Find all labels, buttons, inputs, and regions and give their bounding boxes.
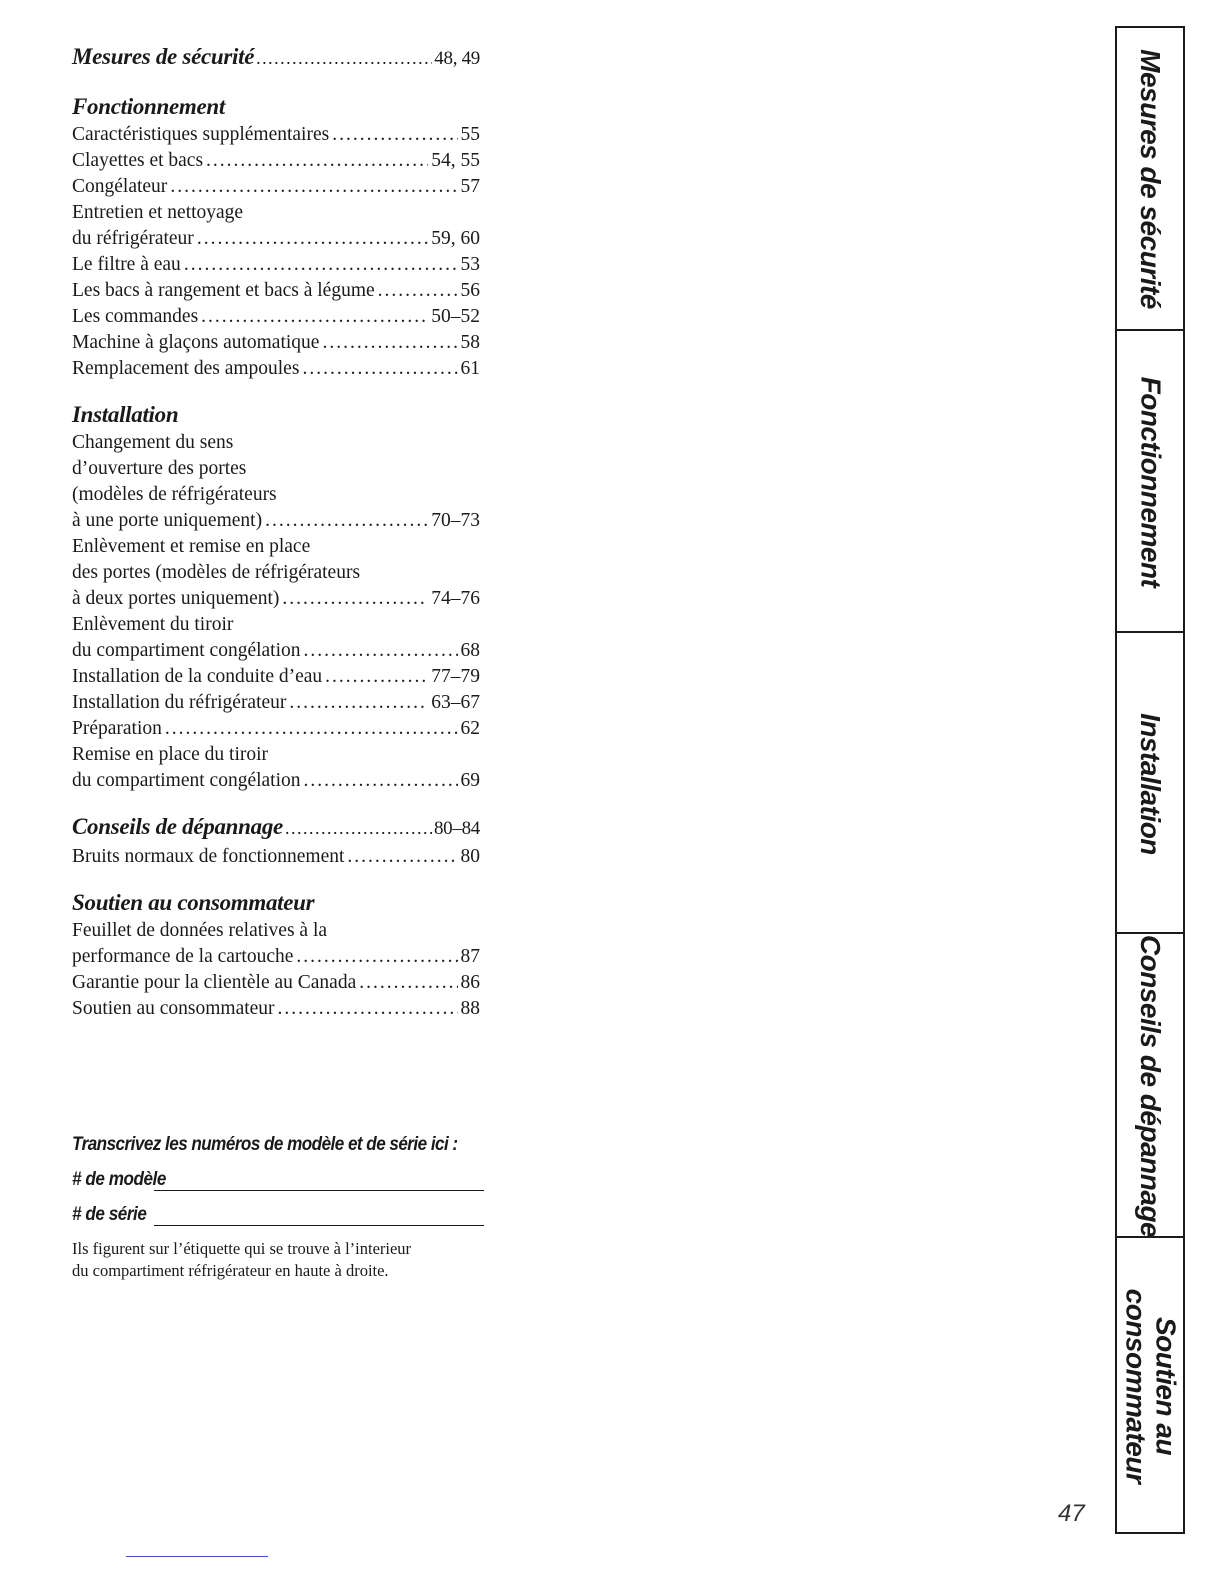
toc-entry-page-ref: 68 bbox=[460, 640, 480, 661]
toc-entry[interactable] bbox=[72, 148, 480, 174]
toc-entry-page-ref: 55 bbox=[460, 124, 480, 145]
dot-leader bbox=[285, 813, 432, 843]
toc-entry[interactable] bbox=[72, 356, 480, 382]
toc-entry-page-ref: 70–73 bbox=[431, 510, 480, 531]
toc-entry-page-ref: 80 bbox=[460, 846, 480, 867]
toc-entry-label: Garantie pour la clientèle au Canada bbox=[72, 972, 357, 993]
toc-entry[interactable] bbox=[72, 200, 480, 226]
dot-leader bbox=[332, 122, 457, 148]
section-page-ref: 48, 49 bbox=[434, 48, 480, 69]
table-of-contents bbox=[72, 42, 480, 1040]
toc-entry-label: Feuillet de données relatives à la bbox=[72, 920, 328, 941]
tab-mesures-de-securite[interactable] bbox=[1117, 28, 1183, 329]
dot-leader bbox=[165, 716, 458, 742]
toc-entry-page-ref: 61 bbox=[460, 358, 480, 379]
toc-entry-page-ref: 50–52 bbox=[431, 306, 480, 327]
toc-section-title[interactable]: Soutien au consommateur bbox=[72, 890, 315, 915]
toc-entry-label: des portes (modèles de réfrigérateurs bbox=[72, 562, 361, 583]
toc-entry[interactable] bbox=[72, 174, 480, 200]
tab-label bbox=[1135, 49, 1165, 309]
toc-entry-page-ref: 74–76 bbox=[431, 588, 480, 609]
serial-number-label: # de série bbox=[72, 1204, 147, 1225]
dot-leader bbox=[378, 278, 458, 304]
model-serial-record bbox=[72, 1134, 512, 1282]
dot-leader bbox=[206, 148, 428, 174]
dot-leader bbox=[170, 174, 457, 200]
toc-section-operation bbox=[72, 92, 480, 382]
tab-label-line: Installation bbox=[1135, 712, 1167, 855]
toc-entry[interactable] bbox=[72, 278, 480, 304]
toc-section-title[interactable]: Installation bbox=[72, 402, 179, 427]
dot-leader bbox=[184, 252, 458, 278]
toc-entry[interactable] bbox=[72, 226, 480, 252]
toc-entry[interactable] bbox=[72, 918, 480, 944]
tab-label bbox=[1135, 377, 1165, 588]
toc-entries bbox=[72, 844, 480, 870]
dot-leader bbox=[197, 226, 428, 252]
dot-leader bbox=[322, 330, 457, 356]
toc-section-safety bbox=[72, 42, 480, 74]
toc-entries bbox=[72, 430, 480, 794]
section-tabs bbox=[1115, 26, 1185, 1534]
toc-entry-label: Congélateur bbox=[72, 176, 168, 197]
toc-entry-page-ref: 59, 60 bbox=[431, 228, 480, 249]
toc-entry[interactable] bbox=[72, 768, 480, 794]
dot-leader bbox=[304, 768, 458, 794]
toc-entry-page-ref: 69 bbox=[460, 770, 480, 791]
toc-section-troubleshooting bbox=[72, 812, 480, 870]
tab-label bbox=[1120, 1289, 1180, 1484]
toc-entry-label: Remise en place du tiroir bbox=[72, 744, 269, 765]
page-number: 47 bbox=[1058, 1500, 1085, 1527]
model-number-field[interactable] bbox=[154, 1168, 484, 1191]
toc-entry-label: Préparation bbox=[72, 718, 162, 739]
toc-entry-page-ref: 88 bbox=[460, 998, 480, 1019]
toc-entry-page-ref: 87 bbox=[460, 946, 480, 967]
model-number-label: # de modèle bbox=[72, 1169, 166, 1190]
toc-entry-label: à deux portes uniquement) bbox=[72, 588, 280, 609]
dot-leader bbox=[359, 970, 457, 996]
tab-label-line: Conseils de dépannage bbox=[1135, 934, 1166, 1238]
toc-entry[interactable] bbox=[72, 844, 480, 870]
toc-entry-label: Caractéristiques supplémentaires bbox=[72, 124, 330, 145]
toc-entry-label: Bruits normaux de fonctionnement bbox=[72, 846, 345, 867]
toc-entry-page-ref: 57 bbox=[460, 176, 480, 197]
toc-entry[interactable] bbox=[72, 122, 480, 148]
toc-entry[interactable] bbox=[72, 996, 480, 1022]
record-note-line: Ils figurent sur l’étiquette qui se trouve à l’interieur bbox=[72, 1239, 412, 1258]
tab-label-line: consommateur bbox=[1120, 1288, 1151, 1484]
toc-entry-label: (modèles de réfrigérateurs bbox=[72, 484, 277, 505]
toc-entry[interactable] bbox=[72, 508, 480, 534]
serial-number-field[interactable] bbox=[154, 1203, 484, 1226]
toc-entry-label: Les commandes bbox=[72, 306, 199, 327]
toc-entry[interactable] bbox=[72, 638, 480, 664]
dot-leader bbox=[201, 304, 428, 330]
toc-entry-label: Remplacement des ampoules bbox=[72, 358, 300, 379]
toc-entry[interactable] bbox=[72, 482, 480, 508]
toc-entry-label: du compartiment congélation bbox=[72, 770, 301, 791]
toc-entries bbox=[72, 918, 480, 1022]
toc-entry[interactable] bbox=[72, 970, 480, 996]
tab-fonctionnement[interactable] bbox=[1117, 329, 1183, 633]
dot-leader bbox=[265, 508, 428, 534]
dot-leader bbox=[302, 356, 457, 382]
toc-section-title[interactable] bbox=[72, 42, 480, 74]
toc-section-support bbox=[72, 888, 480, 1022]
toc-entry[interactable] bbox=[72, 534, 480, 560]
tab-label-line: Fonctionnement bbox=[1135, 376, 1167, 588]
toc-entry-page-ref: 56 bbox=[460, 280, 480, 301]
toc-entry-page-ref: 62 bbox=[460, 718, 480, 739]
dot-leader bbox=[278, 996, 458, 1022]
toc-entry[interactable] bbox=[72, 304, 480, 330]
toc-entry-label: Clayettes et bacs bbox=[72, 150, 204, 171]
tab-label bbox=[1135, 713, 1165, 855]
tab-installation[interactable] bbox=[1117, 631, 1183, 934]
record-note-line: du compartiment réfrigérateur en haute à droite. bbox=[72, 1261, 389, 1280]
dot-leader bbox=[296, 944, 457, 970]
toc-entry-page-ref: 77–79 bbox=[431, 666, 480, 687]
toc-section-title[interactable]: Fonctionnement bbox=[72, 94, 225, 119]
dot-leader bbox=[256, 43, 432, 73]
toc-entry[interactable] bbox=[72, 944, 480, 970]
toc-entry-page-ref: 86 bbox=[460, 972, 480, 993]
dot-leader bbox=[289, 690, 428, 716]
record-note bbox=[72, 1238, 512, 1282]
toc-entry[interactable] bbox=[72, 586, 480, 612]
model-number-row bbox=[72, 1168, 512, 1191]
tab-label bbox=[1135, 935, 1165, 1237]
toc-entry[interactable] bbox=[72, 560, 480, 586]
toc-entry-page-ref: 54, 55 bbox=[431, 150, 480, 171]
toc-entry[interactable] bbox=[72, 456, 480, 482]
toc-section-installation bbox=[72, 400, 480, 794]
toc-section-title[interactable] bbox=[72, 812, 480, 844]
toc-entry-label: Installation du réfrigérateur bbox=[72, 692, 287, 713]
tab-conseils-de-depannage[interactable] bbox=[1117, 932, 1183, 1238]
toc-entry-label: Les bacs à rangement et bacs à légume bbox=[72, 280, 375, 301]
footer-link-underline[interactable] bbox=[126, 1556, 268, 1557]
toc-entry-page-ref: 53 bbox=[460, 254, 480, 275]
toc-entry-label: à une porte uniquement) bbox=[72, 510, 263, 531]
toc-entry-page-ref: 58 bbox=[460, 332, 480, 353]
toc-entry-label: Enlèvement et remise en place bbox=[72, 536, 311, 557]
section-page-ref: 80–84 bbox=[433, 818, 480, 839]
toc-entry[interactable] bbox=[72, 252, 480, 278]
toc-entry[interactable] bbox=[72, 690, 480, 716]
toc-entry-label: Soutien au consommateur bbox=[72, 998, 275, 1019]
tab-label-line: Soutien au bbox=[1150, 1316, 1181, 1456]
toc-entry[interactable] bbox=[72, 430, 480, 456]
tab-soutien-au-consommateur[interactable] bbox=[1117, 1236, 1183, 1534]
tab-label-line: Mesures de sécurité bbox=[1135, 48, 1166, 309]
toc-entry-label: Installation de la conduite d’eau bbox=[72, 666, 323, 687]
toc-entry-label: performance de la cartouche bbox=[72, 946, 294, 967]
section-title-text: Mesures de sécurité bbox=[72, 44, 255, 69]
toc-entry-label: du compartiment congélation bbox=[72, 640, 301, 661]
toc-entry-label: du réfrigérateur bbox=[72, 228, 194, 249]
section-title-text: Conseils de dépannage bbox=[72, 814, 283, 839]
toc-entry-label: Entretien et nettoyage bbox=[72, 202, 244, 223]
dot-leader bbox=[282, 586, 428, 612]
toc-entry-label: Machine à glaçons automatique bbox=[72, 332, 320, 353]
dot-leader bbox=[325, 664, 428, 690]
toc-entry[interactable] bbox=[72, 742, 480, 768]
toc-entry[interactable] bbox=[72, 716, 480, 742]
toc-entries bbox=[72, 122, 480, 382]
toc-entry[interactable] bbox=[72, 664, 480, 690]
toc-entry-label: Changement du sens bbox=[72, 432, 234, 453]
dot-leader bbox=[347, 844, 457, 870]
record-title: Transcrivez les numéros de modèle et de série ici : bbox=[72, 1134, 458, 1155]
toc-entry-label: Le filtre à eau bbox=[72, 254, 181, 275]
serial-number-row bbox=[72, 1203, 512, 1226]
toc-entry-label: Enlèvement du tiroir bbox=[72, 614, 234, 635]
toc-entry[interactable] bbox=[72, 330, 480, 356]
toc-entry[interactable] bbox=[72, 612, 480, 638]
toc-entry-page-ref: 63–67 bbox=[431, 692, 480, 713]
toc-entry-label: d’ouverture des portes bbox=[72, 458, 247, 479]
dot-leader bbox=[304, 638, 458, 664]
